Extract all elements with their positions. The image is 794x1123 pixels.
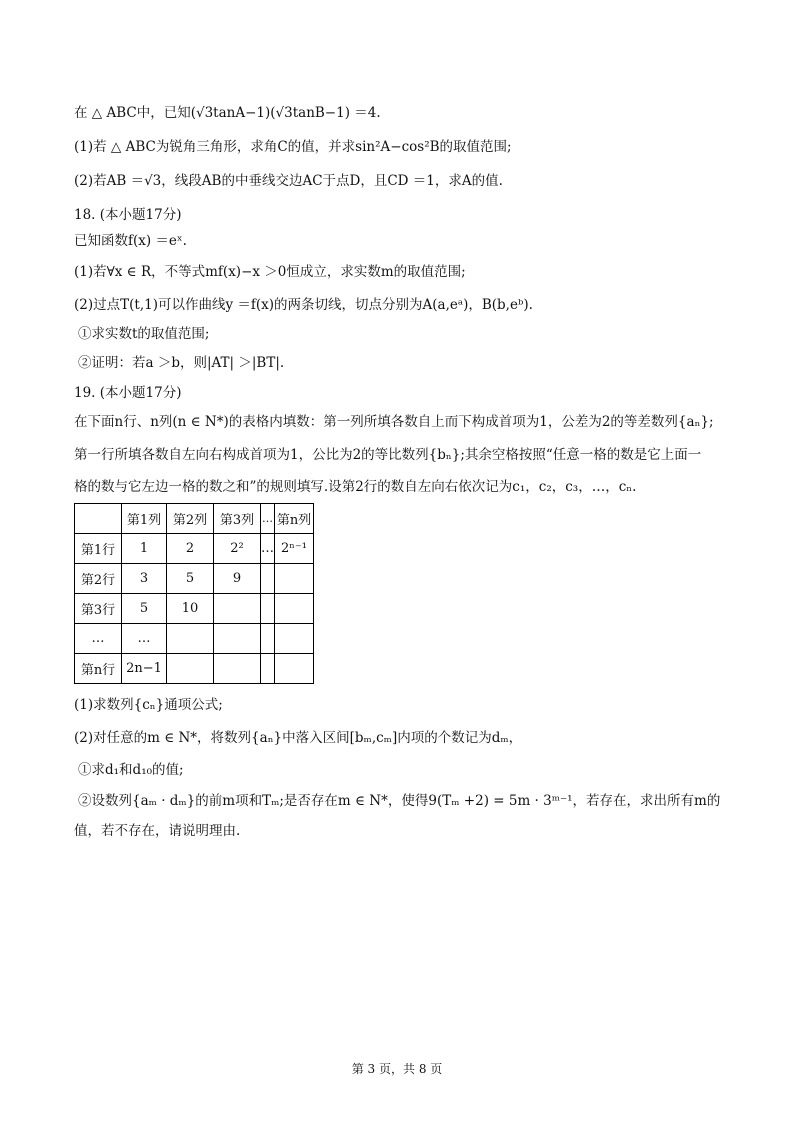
table-cell: 2 [167,534,214,564]
table-row [75,654,314,684]
table-cell [261,594,275,624]
table-cell [261,654,275,684]
problem19-premise-3: 格的数与它左边一格的数之和”的规则填写.设第2行的数自左向右依次记为c₁，c₂，c₃，…，cₙ. [74,479,637,495]
problem19-part2: (2)对任意的m ∈ N*，将数列{aₙ}中落入区间[bₘ,cₘ]内项的个数记为dₘ， [74,730,523,746]
table-cell [275,654,314,684]
table-cell: … [75,624,122,654]
table-cell: 第2列 [167,504,214,534]
problem19-part2-sub2: ②设数列{aₘ · dₘ}的前m项和Tₘ;是否存在m ∈ N*，使得9(Tₘ +2) = 5m · 3ᵐ⁻¹，若存在，求出所有m的 [78,793,721,809]
table-cell: … [261,504,275,534]
table-cell [275,624,314,654]
problem19-part2-sub1: ①求d₁和d₁₀的值; [78,762,184,778]
table-cell: 第n行 [75,654,122,684]
table-cell [261,564,275,594]
problem18-heading: 18. (本小题17分) [74,207,182,223]
table-cell [214,624,261,654]
table-cell: 1 [122,534,167,564]
table-cell: 3 [122,564,167,594]
table-cell: 2ⁿ⁻¹ [275,534,314,564]
problem18-premise: 已知函数f(x) ＝eˣ. [74,233,187,249]
problem17-part1: (1)若 △ ABC为锐角三角形，求角C的值，并求sin²A−cos²B的取值范围; [74,139,512,155]
table-cell [275,564,314,594]
table-cell [275,594,314,624]
table-row [75,564,314,594]
problem19-premise-2: 第一行所填各数自左向右构成首项为1，公比为2的等比数列{bₙ};其余空格按照“任意一格的数是它上面一 [74,447,702,463]
problem18-part2-sub1: ①求实数t的取值范围; [78,326,210,342]
problem17-premise: 在 △ ABC中，已知(√3tanA−1)(√3tanB−1) ＝4. [74,105,381,121]
table-header-row [75,504,314,534]
table-cell: 5 [122,594,167,624]
table-cell: … [122,624,167,654]
problem19-part1: (1)求数列{cₙ}通项公式; [74,697,223,713]
table-cell: 2n−1 [122,654,167,684]
problem18-part2-sub2: ②证明：若a ＞b，则|AT| ＞|BT|. [78,355,285,371]
problem18-part2: (2)过点T(t,1)可以作曲线y ＝f(x)的两条切线，切点分别为A(a,eᵃ)，B(b,eᵇ). [74,297,533,313]
number-table [74,503,314,684]
table-cell: 2² [214,534,261,564]
table-cell: 5 [167,564,214,594]
page-footer: 第 3 页，共 8 页 [351,1062,443,1076]
table-cell [167,624,214,654]
table-cell: 9 [214,564,261,594]
table-cell: 第2行 [75,564,122,594]
table-row [75,594,314,624]
table-cell: … [261,534,275,564]
table-cell: 第3列 [214,504,261,534]
problem19-heading: 19. (本小题17分) [74,385,182,401]
table-cell [167,654,214,684]
table-cell [261,624,275,654]
problem19-part2-sub2-cont: 值，若不存在，请说明理由. [74,823,241,839]
problem19-premise-1: 在下面n行、n列(n ∈ N*)的表格内填数：第一列所填各数自上而下构成首项为1，公差为2的等差数列{aₙ}; [74,414,714,430]
table-cell [75,504,122,534]
table-cell: 第1行 [75,534,122,564]
table-cell [214,594,261,624]
problem18-part1: (1)若∀x ∈ R，不等式mf(x)−x ＞0恒成立，求实数m的取值范围; [74,264,466,280]
table-row [75,624,314,654]
table-cell: 第1列 [122,504,167,534]
problem17-part2: (2)若AB ＝√3，线段AB的中垂线交边AC于点D，且CD ＝1，求A的值. [74,173,503,189]
table-cell: 10 [167,594,214,624]
table-cell: 第3行 [75,594,122,624]
table-row [75,534,314,564]
table-cell: 第n列 [275,504,314,534]
table-cell [214,654,261,684]
